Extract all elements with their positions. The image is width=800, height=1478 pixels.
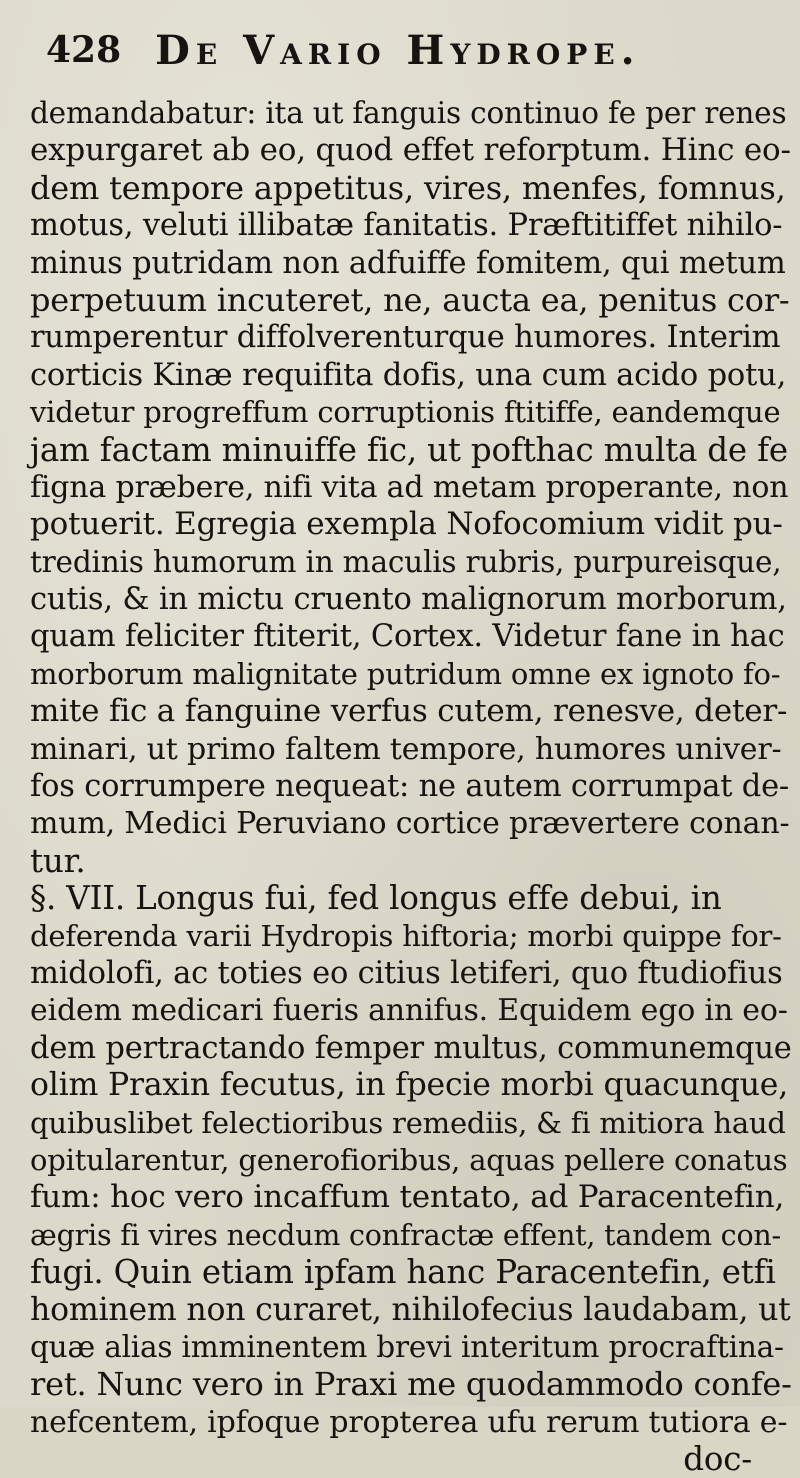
text-line: corticis Kinæ requifita dofis, una cum acido potu, [30,357,787,393]
text-line: quibuslibet felectioribus remediis, & fi mitiora haud [30,1105,786,1140]
body-text [30,95,792,1478]
text-line: opitularentur, generofioribus, aquas pellere conatus [30,1142,788,1177]
text-line: morborum malignitate putridum omne ex ignoto fo- [30,656,781,691]
text-line: dem tempore appetitus, vires, menfes, fomnus, [30,168,786,207]
text-line: dem pertractando femper multus, communemque [30,1030,792,1066]
page-number: 428 [46,29,122,71]
page-header [46,22,766,78]
text-line: nefcentem, ipfoque propterea ufu rerum tutiora e- [30,1404,788,1440]
text-line: fum: hoc vero incaffum tentato, ad Paracentefin, [30,1179,785,1216]
text-line: expurgaret ab eo, quod effet reforptum. Hinc eo- [30,132,791,169]
text-line: cutis, & in mictu cruento malignorum morborum, [30,582,787,618]
text-line: fugi. Quin etiam ipfam hanc Paracentefin, etfi [30,1253,776,1292]
text-line: tredinis humorum in maculis rubris, purpureisque, [30,544,782,579]
text-line: mum, Medici Peruviano cortice prævertere conan- [30,806,790,842]
text-line: olim Praxin fecutus, in fpecie morbi quacunque, [30,1067,789,1104]
text-line: figna præbere, nifi vita ad metam properante, non [30,469,789,505]
text-line: quam feliciter ftiterit, Cortex. Videtur fane in hac [30,619,785,655]
text-line: potuerit. Egregia exempla Nofocomium vidit pu- [30,506,783,543]
text-line: rumperentur diffolverenturque humores. Interim [30,320,781,356]
catchword: doc- [683,1440,752,1478]
text-line: minari, ut primo faltem tempore, humores univer- [30,731,782,767]
running-head: De Vario Hydrope. [155,26,641,74]
text-line: deferenda varii Hydropis hiftoria; morbi quippe for- [30,918,782,953]
text-line: tur. [30,841,86,880]
text-line: perpetuum incuteret, ne, aucta ea, penitus cor- [30,280,790,319]
text-line: hominem non curaret, nihilofecius laudabam, ut [30,1291,791,1328]
text-line: motus, veluti illibatæ fanitatis. Præftitiffet nihilo- [30,208,783,244]
text-line: eidem medicari fueris annifus. Equidem ego in eo- [30,993,788,1029]
text-line: fos corrumpere nequeat: ne autem corrumpat de- [30,769,790,805]
text-line: minus putridam non adfuiffe fomitem, qui metum [30,245,786,281]
text-line: jam factam minuiffe fic, ut pofthac multa de fe [30,430,788,469]
text-line: midolofi, ac toties eo citius letiferi, quo ftudiofius [30,955,783,991]
section-heading-line: §. VII. Longus fui, fed longus effe debui, in [30,879,722,918]
text-line: ret. Nunc vero in Praxi me quodammodo confe- [30,1365,792,1404]
text-line: demandabatur: ita ut fanguis continuo fe per renes [30,96,787,130]
text-line: ægris fi vires necdum confractæ effent, tandem con- [30,1218,781,1252]
text-line: mite fic a fanguine verfus cutem, renesve, deter- [30,693,788,730]
text-line: videtur progreffum corruptionis ftitiffe, eandemque [30,395,781,430]
text-line: quæ alias imminentem brevi interitum procraftina- [30,1329,784,1364]
